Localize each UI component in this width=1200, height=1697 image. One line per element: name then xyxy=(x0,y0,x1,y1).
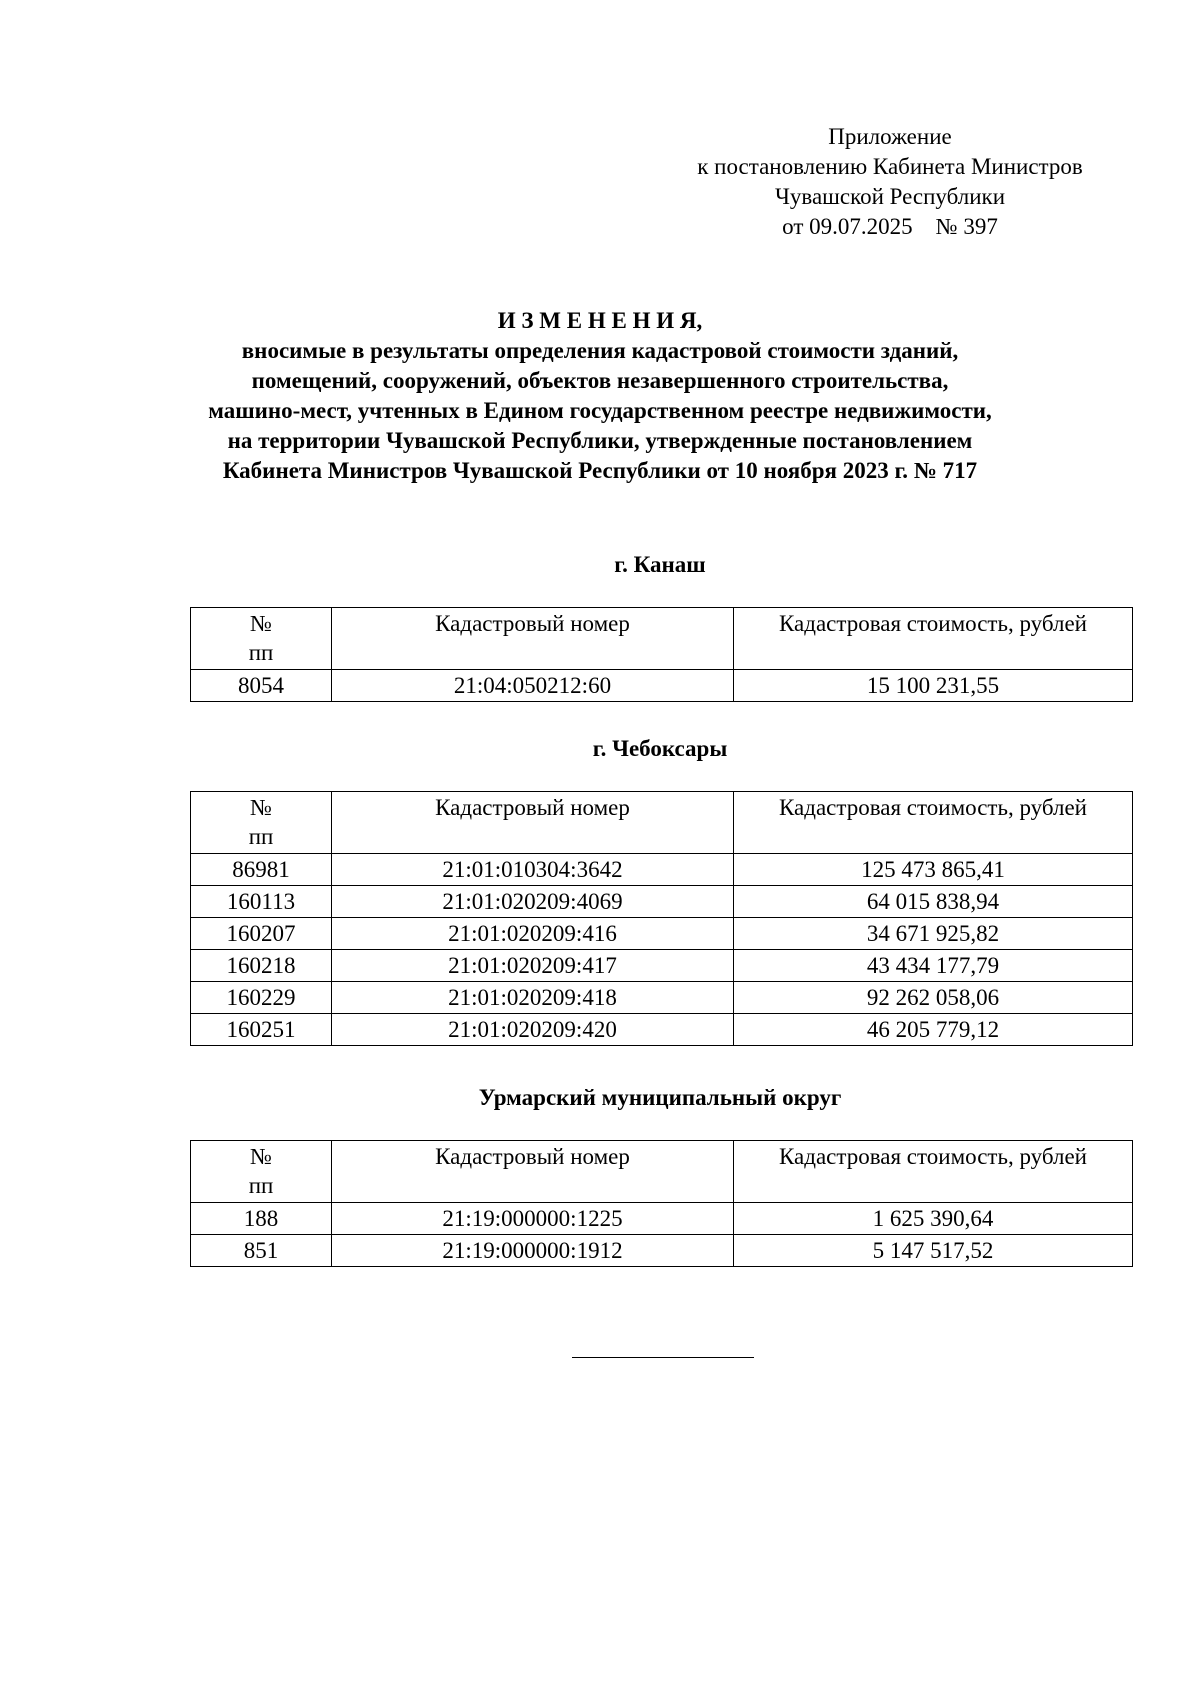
heading-line-1: вносимые в результаты определения кадастровой стоимости зданий, xyxy=(241,338,959,363)
cell-num: 160113 xyxy=(191,886,332,918)
table-header-row xyxy=(191,792,1133,854)
header-cadastral-value: Кадастровая стоимость, рублей xyxy=(734,792,1133,854)
cell-cadastral-number: 21:01:020209:4069 xyxy=(332,886,734,918)
appendix-republic: Чувашской Республики xyxy=(774,184,1006,209)
table-row xyxy=(191,918,1133,950)
header-num: № пп xyxy=(191,1141,332,1203)
appendix-resolution: к постановлению Кабинета Министров xyxy=(697,154,1083,179)
table-header-row xyxy=(191,608,1133,670)
table-row xyxy=(191,1235,1133,1267)
cell-num: 851 xyxy=(191,1235,332,1267)
cell-cadastral-value: 92 262 058,06 xyxy=(734,982,1133,1014)
end-divider xyxy=(572,1357,754,1358)
cell-cadastral-number: 21:01:020209:417 xyxy=(332,950,734,982)
cell-num: 160218 xyxy=(191,950,332,982)
table-row xyxy=(191,1203,1133,1235)
heading-line-5: Кабинета Министров Чувашской Республики от 10 ноября 2023 г. № 717 xyxy=(222,458,978,483)
cell-num: 160251 xyxy=(191,1014,332,1046)
table-header-row xyxy=(191,1141,1133,1203)
section-title-urmarsky: Урмарский муниципальный округ xyxy=(478,1085,842,1110)
appendix-date-number: от 09.07.2025 № 397 xyxy=(782,214,998,239)
cell-cadastral-value: 15 100 231,55 xyxy=(734,670,1133,702)
header-cadastral-number: Кадастровый номер xyxy=(332,608,734,670)
header-cadastral-value: Кадастровая стоимость, рублей xyxy=(734,1141,1133,1203)
cell-cadastral-value: 46 205 779,12 xyxy=(734,1014,1133,1046)
cell-num: 86981 xyxy=(191,854,332,886)
cell-num: 8054 xyxy=(191,670,332,702)
cell-cadastral-number: 21:01:020209:420 xyxy=(332,1014,734,1046)
document-heading xyxy=(130,306,1070,486)
cell-cadastral-number: 21:01:010304:3642 xyxy=(332,854,734,886)
heading-line-2: помещений, сооружений, объектов незавершенного строительства, xyxy=(251,368,949,393)
cell-cadastral-value: 43 434 177,79 xyxy=(734,950,1133,982)
header-cadastral-number: Кадастровый номер xyxy=(332,792,734,854)
table-row xyxy=(191,982,1133,1014)
table-row xyxy=(191,886,1133,918)
cell-cadastral-value: 5 147 517,52 xyxy=(734,1235,1133,1267)
cell-cadastral-number: 21:01:020209:418 xyxy=(332,982,734,1014)
section-title-cheboksary: г. Чебоксары xyxy=(592,736,728,761)
cell-num: 160229 xyxy=(191,982,332,1014)
cell-cadastral-value: 34 671 925,82 xyxy=(734,918,1133,950)
heading-line-3: машино-мест, учтенных в Едином государственном реестре недвижимости, xyxy=(208,398,992,423)
table-row xyxy=(191,1014,1133,1046)
header-cadastral-value: Кадастровая стоимость, рублей xyxy=(734,608,1133,670)
appendix-title: Приложение xyxy=(828,124,952,149)
cell-cadastral-number: 21:19:000000:1225 xyxy=(332,1203,734,1235)
table-row xyxy=(191,854,1133,886)
cell-cadastral-number: 21:19:000000:1912 xyxy=(332,1235,734,1267)
cell-cadastral-value: 1 625 390,64 xyxy=(734,1203,1133,1235)
cell-cadastral-value: 125 473 865,41 xyxy=(734,854,1133,886)
cadastral-table-kanash xyxy=(190,607,1133,702)
header-cadastral-number: Кадастровый номер xyxy=(332,1141,734,1203)
table-row xyxy=(191,950,1133,982)
heading-title: И З М Е Н Е Н И Я, xyxy=(497,308,703,333)
cell-num: 160207 xyxy=(191,918,332,950)
cadastral-table-urmarsky xyxy=(190,1140,1133,1267)
cell-cadastral-number: 21:01:020209:416 xyxy=(332,918,734,950)
cell-num: 188 xyxy=(191,1203,332,1235)
header-num: № пп xyxy=(191,608,332,670)
header-num: № пп xyxy=(191,792,332,854)
cell-cadastral-number: 21:04:050212:60 xyxy=(332,670,734,702)
heading-line-4: на территории Чувашской Республики, утвержденные постановлением xyxy=(227,428,973,453)
cell-cadastral-value: 64 015 838,94 xyxy=(734,886,1133,918)
section-title-kanash: г. Канаш xyxy=(614,552,706,577)
table-row xyxy=(191,670,1133,702)
appendix-block xyxy=(660,122,1120,242)
cadastral-table-cheboksary xyxy=(190,791,1133,1046)
